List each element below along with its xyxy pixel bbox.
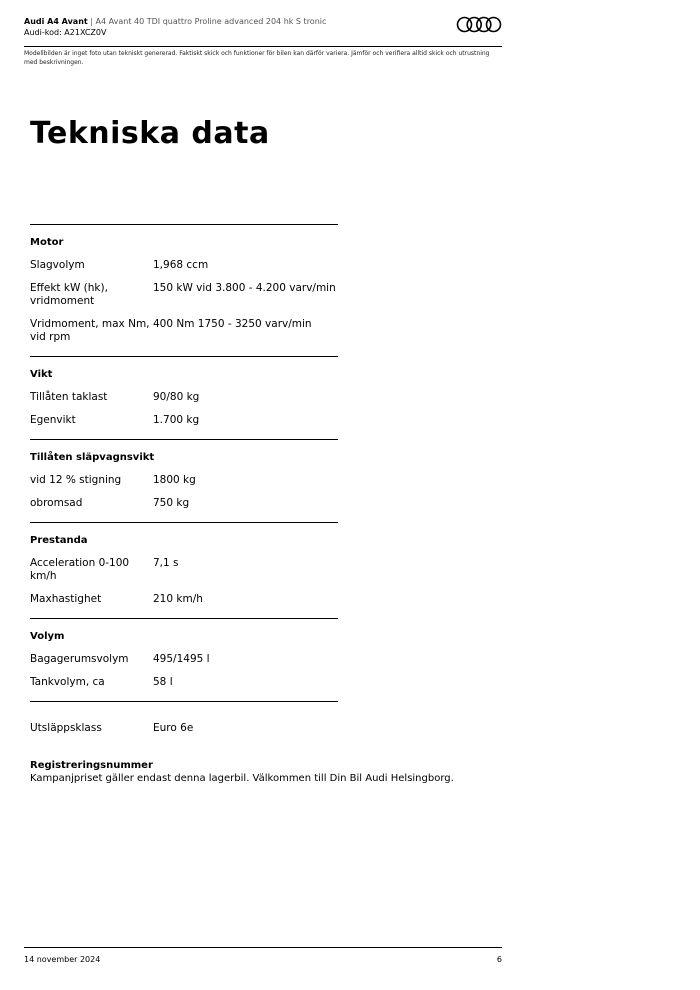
registration-block: [30, 759, 500, 785]
spec-row: [30, 282, 338, 308]
registration-text: Kampanjpriset gäller endast denna lagerbil. Välkommen till Din Bil Audi Helsingborg.: [30, 773, 454, 784]
spec-row: [30, 557, 338, 583]
spec-label: vid 12 % stigning: [30, 474, 122, 486]
spec-row: [30, 593, 338, 606]
header-divider: [24, 46, 502, 47]
spec-row: [30, 722, 338, 735]
section-volym: [30, 618, 338, 701]
model-description: A4 Avant 40 TDI quattro Proline advanced 204 hk S tronic: [95, 17, 327, 26]
section-vikt: [30, 356, 338, 439]
spec-label: Maxhastighet: [30, 593, 102, 605]
spec-row: [30, 497, 338, 510]
spec-label: obromsad: [30, 497, 83, 509]
spec-value: Euro 6e: [153, 722, 194, 734]
spec-value: 58 l: [153, 676, 173, 688]
spec-value: 150 kW vid 3.800 - 4.200 varv/min: [153, 282, 336, 294]
spec-value: 750 kg: [153, 497, 190, 509]
audi-rings-icon: [456, 16, 502, 33]
spec-value: 210 km/h: [153, 593, 203, 605]
model-name: Audi A4 Avant: [24, 17, 88, 26]
disclaimer-text: Modellbilden är inget foto utan tekniskt genererad. Faktiskt skick och funktioner för bilen kan därför variera. Jämför och verifiera alltid skick och utrustning med beskrivningen.: [24, 50, 490, 66]
spec-label: Tankvolym, ca: [30, 676, 105, 688]
section-title: Motor: [30, 237, 64, 248]
spec-row: [30, 414, 338, 427]
footer-date: 14 november 2024: [24, 955, 101, 964]
spec-value: 1.700 kg: [153, 414, 200, 426]
spec-value: 90/80 kg: [153, 391, 200, 403]
document-header: [24, 16, 502, 38]
header-model-line: [24, 16, 502, 27]
section-motor: [30, 224, 338, 356]
spec-row: [30, 474, 338, 487]
spec-label: Slagvolym: [30, 259, 85, 271]
spec-row: [30, 391, 338, 404]
spec-value: 1,968 ccm: [153, 259, 209, 271]
section-prestanda: [30, 522, 338, 618]
spec-table: [30, 224, 338, 747]
section-title: Tillåten släpvagnsvikt: [30, 452, 155, 463]
section-title: Volym: [30, 631, 65, 642]
section-utslapp: [30, 701, 338, 747]
spec-label: Egenvikt: [30, 414, 76, 426]
audi-code: Audi-kod: A21XCZ0V: [24, 28, 107, 37]
page-number: 6: [496, 955, 502, 964]
section-title: Vikt: [30, 369, 53, 380]
header-separator: |: [90, 17, 93, 26]
spec-row: [30, 676, 338, 689]
spec-row: [30, 259, 338, 272]
spec-label: Tillåten taklast: [30, 391, 108, 403]
spec-label: Effekt kW (hk), vridmoment: [30, 282, 108, 307]
spec-value: 400 Nm 1750 - 3250 varv/min: [153, 318, 312, 330]
spec-row: [30, 318, 338, 344]
spec-label: Acceleration 0-100 km/h: [30, 557, 130, 582]
page-title: Tekniska data: [30, 116, 270, 151]
spec-value: 1800 kg: [153, 474, 196, 486]
spec-label: Utsläppsklass: [30, 722, 102, 734]
section-title: Prestanda: [30, 535, 88, 546]
spec-label: Bagagerumsvolym: [30, 653, 129, 665]
section-slapvagnsvikt: [30, 439, 338, 522]
spec-row: [30, 653, 338, 666]
spec-label: Vridmoment, max Nm, vid rpm: [30, 318, 150, 343]
registration-title: Registreringsnummer: [30, 760, 153, 771]
spec-value: 7,1 s: [153, 557, 179, 569]
spec-value: 495/1495 l: [153, 653, 210, 665]
footer-divider: [24, 947, 502, 948]
